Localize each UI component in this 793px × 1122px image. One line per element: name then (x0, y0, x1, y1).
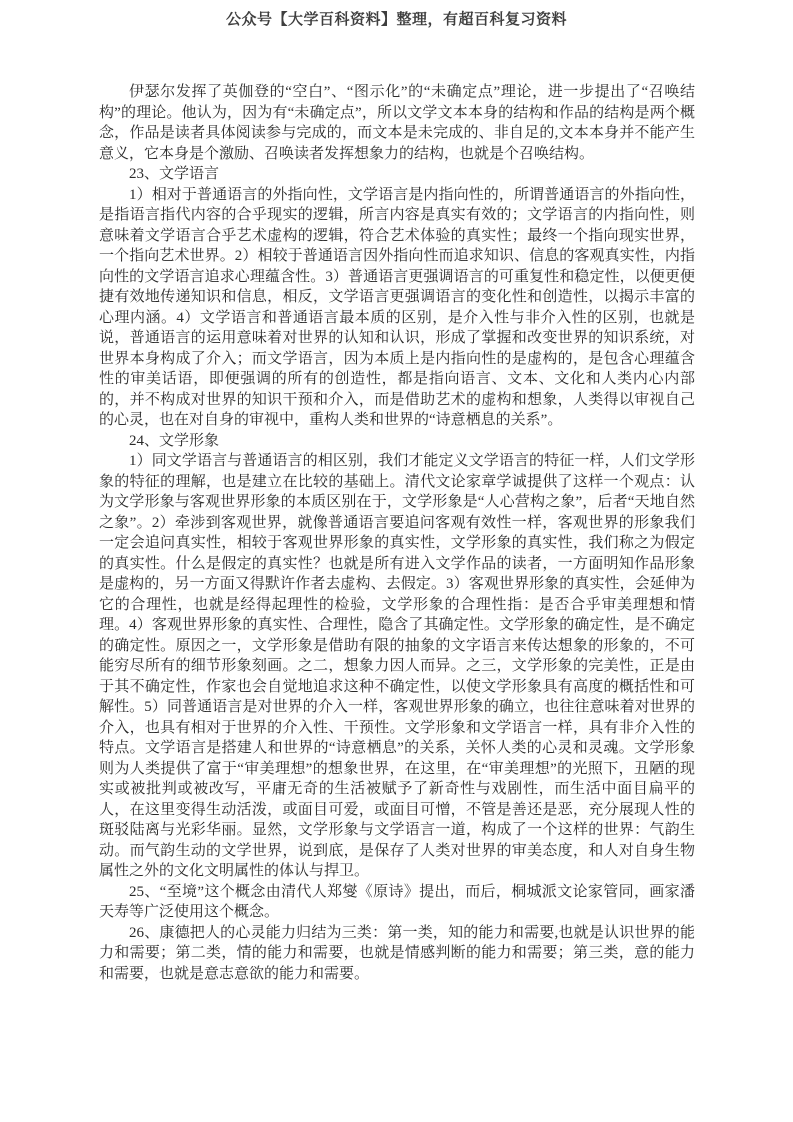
heading-23-literary-language: 23、文学语言 (129, 166, 220, 182)
page-header-note: 公众号【大学百科资料】整理，有超百科复习资料 (225, 12, 567, 28)
heading-24-literary-image: 24、文学形象 (129, 432, 220, 449)
paragraph-literary-image-points: 1）同文学语言与普通语言的相区别，我们才能定义文学语言的特征一样，人们文学形象的特征的理解，也是建立在比较的基础上。清代文论家章学诚提供了这样一个观点：认为文学形象与客观世界形象的本质区别在于，文学形象是“人心营构之象”，后者“天地自然之象”。2）牵涉到客观世界，就像普通语言要追问客观有效性一样，客观世界的形象我们一定会追问真实性，相较于客观世界形象的真实性，文学形象的真实性，我们称之为假定的真实性。什么是假定的真实性？也就是所有进入文学作品的读者，一方面明知作品形象是虚构的，另一方面又得默许作者去虚构、去假定。3）客观世界形象的真实性，会延伸为它的合理性，也就是经得起理性的检验，文学形象的合理性指：是否合乎审美理想和情理。4）客观世界形象的真实性、合理性，隐含了其确定性。文学形象的确定性，是不确定的确定性。原因之一，文学形象是借助有限的抽象的文字语言来传达想象的形象的，不可能穷尽所有的细节形象刻画。之二，想象力因人而异。之三，文学形象的完美性，正是由于其不确定性，作家也会自觉地追求这种不确定性，以使文学形象具有高度的概括性和可解性。5）同普通语言是对世界的介入一样，客观世界形象的确立，也往往意味着对世界的介入，也具有相对于世界的介入性、干预性。文学形象和文学语言一样，具有非介入性的特点。文学语言是搭建人和世界的“诗意栖息”的关系，关怀人类的心灵和灵魂。文学形象则为人类提供了富于“审美理想”的想象世界，在这里，在“审美理想”的光照下，丑陋的现实或被批判或被改写，平庸无奇的生活被赋予了新奇性与戏剧性，而生活中面目扁平的人，在这里变得生动活泼，或面目可爱，或面目可憎，不管是善还是恶，充分展现人性的斑驳陆离与光彩华丽。显然，文学形象与文学语言一道，构成了一个这样的世界：气韵生动。而气韵生动的文学世界，说到底，是保存了人类对世界的审美态度，和人对自身生物属性之外的文化文明属性的体认与捍卫。 (99, 453, 695, 879)
paragraph-26-kant-mind-abilities: 26、康德把人的心灵能力归结为三类：第一类，知的能力和需要,也就是认识世界的能力和需要；第二类，情的能力和需要，也就是情感判断的能力和需要；第三类，意的能力和需要，也就是意志意欲的能力和需要。 (99, 924, 695, 982)
document-body (99, 82, 695, 984)
paragraph-literary-language-points: 1）相对于普通语言的外指向性，文学语言是内指向性的，所谓普通语言的外指向性，是指语言指代内容的合乎现实的逻辑，所言内容是真实有效的；文学语言的内指向性，则意味着文学语言合乎艺术虚构的逻辑，符合艺术体验的真实性；最终一个指向现实世界，一个指向艺术世界。2）相较于普通语言因外指向性而追求知识、信息的客观真实性，内指向性的文学语言追求心理蕴含性。3）普通语言更强调语言的可重复性和稳定性，以便更便捷有效地传递知识和信息，相反，文学语言更强调语言的变化性和创造性，以揭示丰富的心理内涵。4）文学语言和普通语言最本质的区别，是介入性与非介入性的区别，也就是说，普通语言的运用意味着对世界的认知和认识，形成了掌握和改变世界的知识系统，对世界本身构成了介入；而文学语言，因为本质上是内指向性的是虚构的，是包含心理蕴含性的审美话语，即便强调的所有的创造性，都是指向语言、文本、文化和人类内心内部的，并不构成对世界的知识干预和介入，而是借助艺术的虚构和想象，人类得以审视自己的心灵，也在对自身的审视中，重构人类和世界的“诗意栖息的关系”。 (99, 186, 695, 428)
paragraph-25-zhijing-concept: 25、“至境”这个概念由清代人郑燮《原诗》提出，而后，桐城派文论家管同，画家潘天寿等广泛使用这个概念。 (99, 883, 695, 920)
paragraph-iser-summoning-structure: 伊瑟尔发挥了英伽登的“空白”、“图示化”的“未确定点”理论，进一步提出了“召唤结构”的理论。他认为，因为有“未确定点”，所以文学文本本身的结构和作品的结构是两个概念，作品是读者具体阅读参与完成的，而文本是未完成的、非自足的,文本本身并不能产生意义，它本身是个激励、召唤读者发挥想象力的结构，也就是个召唤结构。 (99, 84, 695, 162)
